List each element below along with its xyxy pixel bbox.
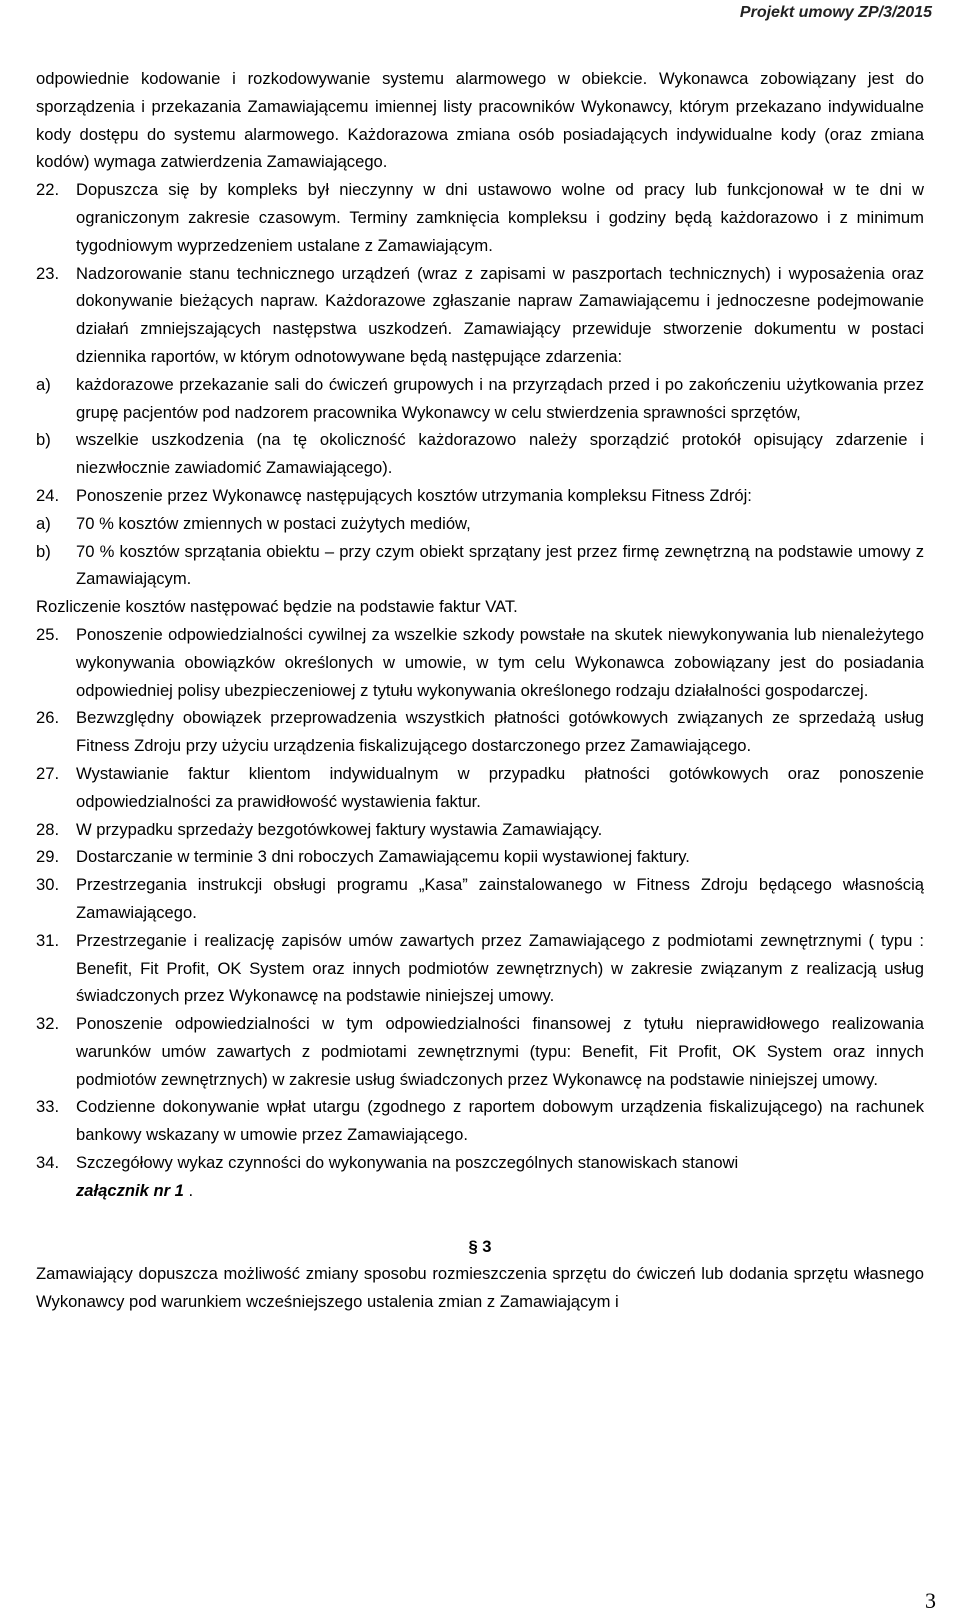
item-text: Nadzorowanie stanu technicznego urządzeń (wraz z zapisami w paszportach technicznych) i wyposażenia oraz dokonywanie bieżących napraw. Każdorazowe zgłaszanie napraw Zamawiającemu i jednoczesne podejmowanie działań zmniejszających następstwa uszkodzeń. Zamawiający przewiduje stworzenie dokumentu w postaci dziennika raportów, w którym odnotowywane będą następujące zdarzenia: [76,263,924,366]
item-number: 32. [36,1014,60,1034]
sub-item-23a [36,371,924,427]
section-paragraph: Zamawiający dopuszcza możliwość zmiany sposobu rozmieszczenia sprzętu do ćwiczeń lub dodania sprzętu własnego Wykonawcy pod warunkiem wcześniejszego ustalenia zmian z Zamawiającym i [36,1264,924,1312]
attachment-reference: załącznik nr 1 [76,1180,184,1200]
item-number: 34. [36,1153,60,1173]
sub-item-23b [36,426,924,482]
section-heading: § 3 [468,1236,492,1256]
sub-item-24b [36,538,924,594]
item-text: Ponoszenie odpowiedzialności cywilnej za wszelkie szkody powstałe na skutek niewykonywania lub nienależytego wykonywania obowiązków określonych w umowie, w tym celu Wykonawca zobowiązany jest do posiadania odpowiedniej polisy ubezpieczeniowej z tytułu wykonywania określonego rodzaju działalności gospodarczej. [76,624,924,700]
item-text: W przypadku sprzedaży bezgotówkowej faktury wystawia Zamawiający. [76,819,603,839]
list-item-22 [36,176,924,259]
sub-item-text: wszelkie uszkodzenia (na tę okoliczność każdorazowo należy sporządzić protokół opisujący zdarzenie i niezwłocznie zawiadomić Zamawiającego). [76,430,924,478]
sub-item-letter: a) [36,513,51,533]
item-number: 25. [36,624,60,644]
list-item-31 [36,927,924,1010]
sub-item-letter: b) [36,430,51,450]
item-text: Przestrzeganie i realizację zapisów umów zawartych przez Zamawiającego z podmiotami zewnętrznymi ( typu : Benefit, Fit Profit, OK System oraz innych podmiotów zewnętrznych) w zakresie związanym z realizacją usług świadczonych przez Wykonawcę na podstawie niniejszej umowy. [76,930,924,1006]
note-24 [36,593,924,621]
item-text: Bezwzględny obowiązek przeprowadzenia wszystkich płatności gotówkowych związanych ze sprzedażą usług Fitness Zdroju przy użyciu urządzenia fiskalizującego dostarczonego przez Zamawiającego. [76,708,924,756]
sub-item-text: 70 % kosztów zmiennych w postaci zużytych mediów, [76,513,471,533]
item-text: Codzienne dokonywanie wpłat utargu (zgodnego z raportem dobowym urządzenia fiskalizującego) na rachunek bankowy wskazany w umowie przez Zamawiającego. [76,1097,924,1145]
item-number: 28. [36,819,60,839]
item-number: 22. [36,180,60,200]
list-item-27 [36,760,924,816]
item-text: Dostarczanie w terminie 3 dni roboczych Zamawiającemu kopii wystawionej faktury. [76,847,690,867]
sub-item-24a [36,510,924,538]
list-item-28 [36,816,924,844]
sub-item-text: 70 % kosztów sprzątania obiektu – przy czym obiekt sprzątany jest przez firmę zewnętrzną na podstawie umowy z Zamawiającym. [76,541,924,589]
sub-item-letter: a) [36,374,51,394]
document-header: Projekt umowy ZP/3/2015 [739,4,932,21]
item-text: Szczegółowy wykaz czynności do wykonywania na poszczególnych stanowiskach stanowi [76,1153,739,1173]
page-number: 3 [925,1588,936,1613]
list-item-30 [36,871,924,927]
item-text: Przestrzegania instrukcji obsługi programu „Kasa” zainstalowanego w Fitness Zdroju będącego własnością Zamawiającego. [76,875,924,922]
item-number: 23. [36,263,60,283]
item-number: 31. [36,930,60,950]
list-item-25 [36,621,924,704]
item-tail: . [183,1180,194,1200]
list-item-24 [36,482,924,510]
item-number: 24. [36,485,60,505]
list-item-32 [36,1010,924,1093]
item-number: 33. [36,1097,60,1117]
item-number: 30. [36,875,60,895]
item-number: 26. [36,708,60,728]
sub-item-letter: b) [36,541,51,561]
item-text: Dopuszcza się by kompleks był nieczynny w dni ustawowo wolne od pracy lub funkcjonował w te dni w ograniczonym zakresie czasowym. Terminy zamknięcia kompleksu i godziny będą każdorazowo i z minimum tygodniowym wyprzedzeniem ustalane z Zamawiającym. [76,180,924,255]
list-item-26 [36,704,924,760]
item-number: 27. [36,763,60,783]
list-item-34 [36,1149,924,1205]
item-text: Ponoszenie przez Wykonawcę następujących kosztów utrzymania kompleksu Fitness Zdrój: [76,485,752,505]
note-text: Rozliczenie kosztów następować będzie na podstawie faktur VAT. [36,597,518,617]
list-item-29 [36,843,924,871]
item-text: Ponoszenie odpowiedzialności w tym odpowiedzialności finansowej z tytułu nieprawidłowego realizowania warunków umów zawartych z podmiotami zewnętrznymi (typu: Benefit, Fit Profit, OK System oraz innych podmiotów zewnętrznych) w zakresie usług świadczonych przez Wykonawcę na podstawie niniejszej umowy. [76,1014,924,1089]
intro-paragraph: odpowiednie kodowanie i rozkodowywanie systemu alarmowego w obiekcie. Wykonawca zobowiązany jest do sporządzenia i przekazania Zamawiającemu imiennej listy pracowników Wykonawcy, którym przekazano indywidualne kody dostępu do systemu alarmowego. Każdorazowa zmiana osób posiadających indywidualne kody (oraz zmiana kodów) wymaga zatwierdzenia Zamawiającego. [36,69,924,172]
list-item-23 [36,260,924,371]
list-item-33 [36,1093,924,1149]
sub-item-text: każdorazowe przekazanie sali do ćwiczeń grupowych i na przyrządach przed i po zakończeniu użytkowania przez grupę pacjentów pod nadzorem pracownika Wykonawcy w celu stwierdzenia sprawności sprzętów, [76,374,924,422]
item-text: Wystawianie faktur klientom indywidualnym w przypadku płatności gotówkowych oraz ponoszenie odpowiedzialności za prawidłowość wystawienia faktur. [76,763,924,811]
item-number: 29. [36,847,60,867]
document-body [36,65,924,1316]
